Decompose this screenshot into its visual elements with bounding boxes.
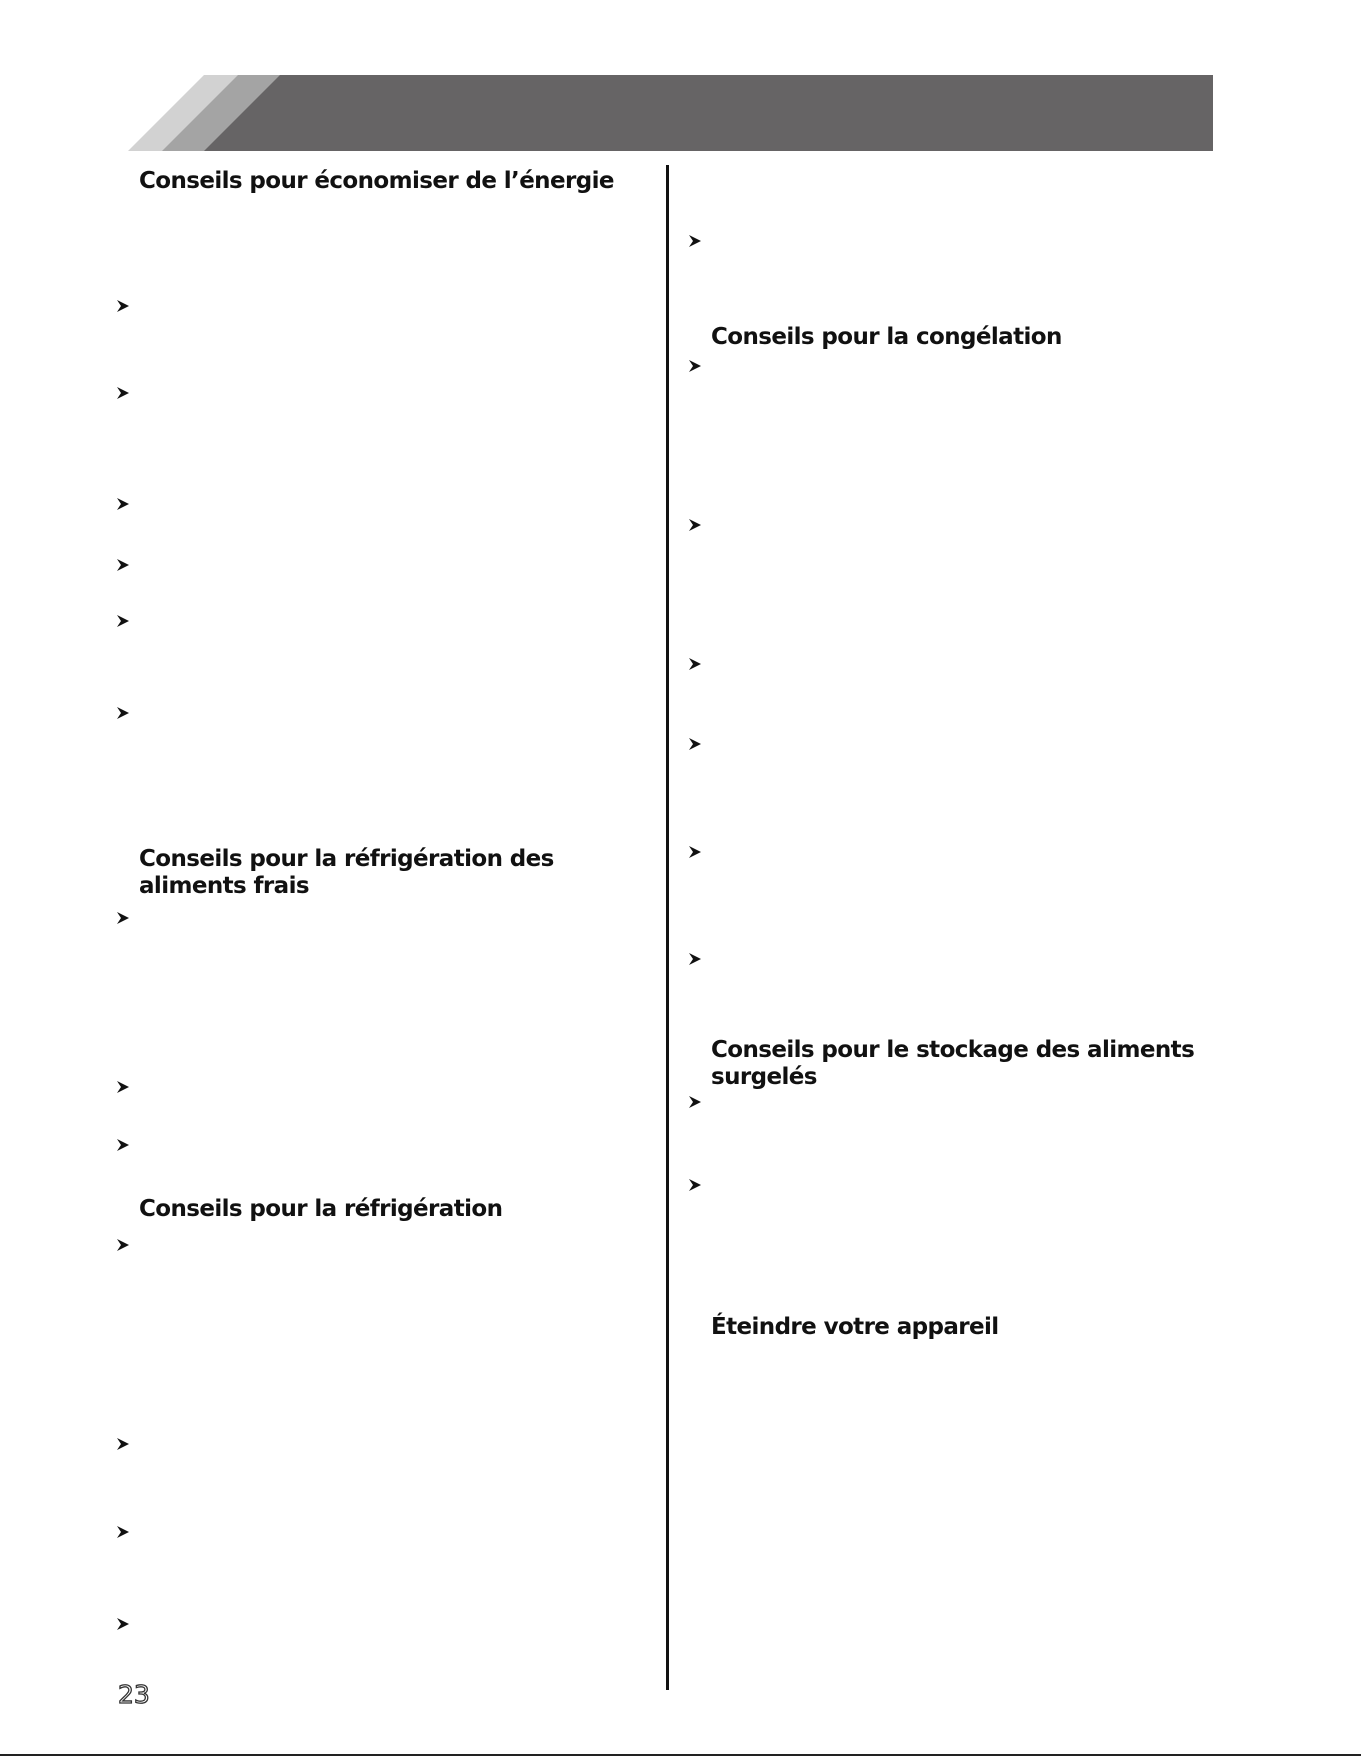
heading-fresh-food-line2: aliments frais	[139, 873, 309, 899]
column-divider	[666, 165, 669, 1690]
heading-energy-saving: Conseils pour économiser de l’énergie	[139, 168, 614, 194]
arrow-bullet-icon	[116, 911, 130, 925]
arrow-bullet-icon	[116, 1525, 130, 1539]
arrow-bullet-icon	[688, 1178, 702, 1192]
page-number: 23	[118, 1680, 150, 1709]
heading-freezing: Conseils pour la congélation	[711, 324, 1062, 350]
arrow-bullet-icon	[116, 1138, 130, 1152]
heading-frozen-storage-line1: Conseils pour le stockage des aliments	[711, 1037, 1195, 1063]
arrow-bullet-icon	[116, 558, 130, 572]
bottom-rule	[0, 1754, 1361, 1756]
heading-switch-off: Éteindre votre appareil	[711, 1314, 999, 1340]
arrow-bullet-icon	[116, 386, 130, 400]
arrow-bullet-icon	[688, 952, 702, 966]
header-banner	[128, 75, 1213, 151]
heading-frozen-storage-line2: surgelés	[711, 1064, 817, 1090]
heading-refrigeration: Conseils pour la réfrigération	[139, 1196, 503, 1222]
arrow-bullet-icon	[688, 1095, 702, 1109]
arrow-bullet-icon	[688, 359, 702, 373]
arrow-bullet-icon	[116, 1437, 130, 1451]
arrow-bullet-icon	[116, 1617, 130, 1631]
arrow-bullet-icon	[688, 845, 702, 859]
arrow-bullet-icon	[116, 1238, 130, 1252]
arrow-bullet-icon	[116, 497, 130, 511]
heading-fresh-food-line1: Conseils pour la réfrigération des	[139, 846, 554, 872]
arrow-bullet-icon	[688, 234, 702, 248]
arrow-bullet-icon	[116, 1080, 130, 1094]
arrow-bullet-icon	[688, 518, 702, 532]
arrow-bullet-icon	[688, 737, 702, 751]
arrow-bullet-icon	[688, 657, 702, 671]
arrow-bullet-icon	[116, 706, 130, 720]
arrow-bullet-icon	[116, 299, 130, 313]
arrow-bullet-icon	[116, 614, 130, 628]
